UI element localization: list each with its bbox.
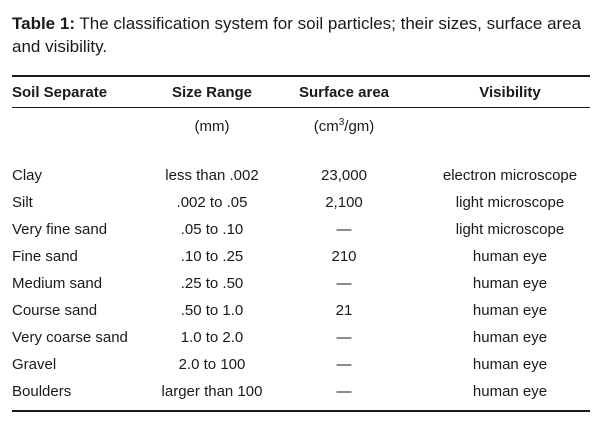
cell-size-range: .002 to .05 xyxy=(176,194,248,211)
caption-label: Table 1: xyxy=(12,14,75,33)
cell-visibility: human eye xyxy=(472,302,548,319)
cell-visibility: human eye xyxy=(472,329,548,346)
header-size-range: Size Range xyxy=(171,84,253,101)
top-rule xyxy=(12,75,590,77)
cell-surface-area: — xyxy=(336,329,352,346)
unit-size: (mm) xyxy=(194,118,230,135)
header-surface-area: Surface area xyxy=(298,84,390,101)
cell-soil-separate: Medium sand xyxy=(12,275,103,292)
cell-soil-separate: Very coarse sand xyxy=(12,329,128,346)
cell-size-range: larger than 100 xyxy=(161,383,263,400)
cell-visibility: light microscope xyxy=(455,194,565,211)
cell-surface-area: 2,100 xyxy=(325,194,363,211)
cell-surface-area: — xyxy=(336,275,352,292)
cell-size-range: 1.0 to 2.0 xyxy=(180,329,244,346)
cell-visibility: light microscope xyxy=(455,221,565,238)
cell-size-range: .50 to 1.0 xyxy=(180,302,244,319)
cell-visibility: human eye xyxy=(472,383,548,400)
cell-surface-area: 21 xyxy=(335,302,353,319)
cell-size-range: .10 to .25 xyxy=(180,248,244,265)
cell-surface-area: 23,000 xyxy=(321,167,367,184)
cell-visibility: human eye xyxy=(472,275,548,292)
cell-size-range: less than .002 xyxy=(165,167,259,184)
cell-surface-area: 210 xyxy=(331,248,357,265)
cell-soil-separate: Very fine sand xyxy=(12,221,108,238)
header-soil-separate: Soil Separate xyxy=(12,84,108,101)
cell-soil-separate: Clay xyxy=(12,167,43,184)
unit-area-suffix: /gm) xyxy=(344,118,375,135)
cell-soil-separate: Course sand xyxy=(12,302,98,319)
cell-visibility: human eye xyxy=(472,248,548,265)
cell-soil-separate: Fine sand xyxy=(12,248,78,265)
header-visibility: Visibility xyxy=(479,84,541,101)
header-rule xyxy=(12,107,590,108)
caption-text: The classification system for soil particles; their sizes, surface area and visibility. xyxy=(12,14,582,56)
table-caption xyxy=(12,12,592,58)
unit-area-exponent: 3 xyxy=(338,117,345,128)
bottom-rule xyxy=(12,410,590,412)
unit-area xyxy=(287,118,401,136)
cell-surface-area: — xyxy=(336,383,352,400)
cell-surface-area: — xyxy=(336,356,352,373)
cell-visibility: human eye xyxy=(472,356,548,373)
cell-size-range: .05 to .10 xyxy=(180,221,244,238)
cell-surface-area: — xyxy=(336,221,352,238)
cell-size-range: 2.0 to 100 xyxy=(178,356,246,373)
unit-area-prefix: (cm xyxy=(313,118,339,135)
cell-soil-separate: Gravel xyxy=(12,356,57,373)
cell-soil-separate: Silt xyxy=(12,194,33,211)
cell-soil-separate: Boulders xyxy=(12,383,72,400)
cell-size-range: .25 to .50 xyxy=(180,275,244,292)
cell-visibility: electron microscope xyxy=(442,167,578,184)
